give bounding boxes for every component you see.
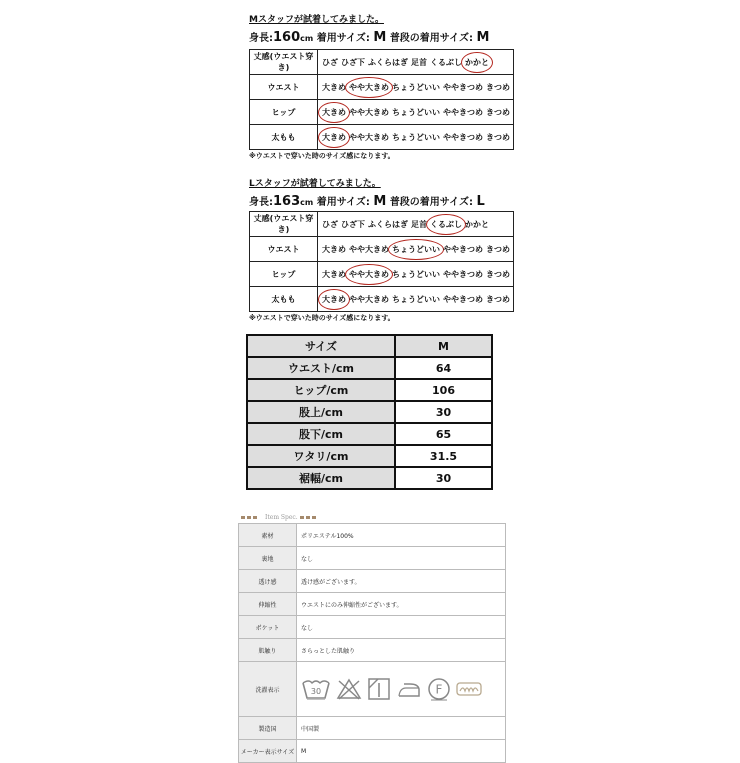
spec-row bbox=[239, 547, 506, 570]
fit-option-text: きつめ bbox=[486, 294, 510, 304]
fit-option-text: 大きめ bbox=[322, 294, 346, 304]
fit-option bbox=[430, 57, 462, 68]
fit-option-text: 足首 bbox=[411, 57, 427, 67]
spec-value: M bbox=[297, 740, 506, 763]
spec-title: Item Spec. bbox=[265, 514, 298, 521]
measurement-row bbox=[247, 401, 492, 423]
selected-circle-mark bbox=[388, 239, 444, 260]
fit-row-options bbox=[318, 262, 514, 287]
fit-option-text: きつめ bbox=[486, 82, 510, 92]
fit-option bbox=[486, 107, 510, 118]
fit-option-text: ひざ下 bbox=[341, 219, 365, 229]
measurement-table bbox=[246, 334, 493, 490]
fit-option-text: くるぶし bbox=[430, 219, 462, 229]
spec-title-dots-left bbox=[241, 516, 259, 519]
usual-size-label: 普段の着用サイズ: bbox=[389, 197, 474, 208]
fit-option-text: やや大きめ bbox=[349, 107, 389, 117]
l-staff-heading: Lスタッフが試着してみました。 bbox=[249, 179, 381, 189]
fit-option-text: ちょうどいい bbox=[392, 132, 440, 142]
spec-row bbox=[239, 616, 506, 639]
fit-option bbox=[486, 244, 510, 255]
fit-option bbox=[392, 294, 440, 305]
selected-circle-mark bbox=[318, 102, 350, 123]
fit-option-text: ひざ下 bbox=[341, 57, 365, 67]
fit-option bbox=[392, 107, 440, 118]
fit-option-text: ふくらはぎ bbox=[368, 219, 408, 229]
line-dry-shade-icon bbox=[367, 677, 391, 701]
measurement-value: 31.5 bbox=[395, 445, 492, 467]
measurement-key: サイズ bbox=[247, 335, 395, 357]
fit-option-text: 大きめ bbox=[322, 107, 346, 117]
fit-option bbox=[486, 294, 510, 305]
spec-row bbox=[239, 740, 506, 763]
fit-option bbox=[411, 57, 427, 68]
fit-option bbox=[349, 294, 389, 305]
fit-option bbox=[392, 132, 440, 143]
care-label-icons bbox=[301, 677, 505, 701]
worn-size-label: 着用サイズ: bbox=[316, 197, 370, 208]
worn-size-value: M bbox=[373, 30, 387, 45]
fit-row-options bbox=[318, 212, 514, 237]
fit-option-text: くるぶし bbox=[430, 57, 462, 67]
spec-key: 肌触り bbox=[239, 639, 297, 662]
item-spec-table bbox=[238, 523, 506, 763]
spec-row bbox=[239, 593, 506, 616]
fit-option-text: やや大きめ bbox=[349, 82, 389, 92]
fit-option bbox=[443, 244, 483, 255]
fit-option-text: やや大きめ bbox=[349, 132, 389, 142]
no-tumble-dry-icon bbox=[456, 681, 482, 697]
usual-size-label: 普段の着用サイズ: bbox=[389, 33, 474, 44]
fit-option-text: ややきつめ bbox=[443, 132, 483, 142]
fit-option bbox=[322, 82, 346, 93]
spec-key: 製造国 bbox=[239, 717, 297, 740]
fit-option bbox=[443, 132, 483, 143]
spec-key: ポケット bbox=[239, 616, 297, 639]
fit-option bbox=[486, 269, 510, 280]
fit-row bbox=[250, 262, 514, 287]
fit-option-text: ちょうどいい bbox=[392, 107, 440, 117]
measurement-header-row bbox=[247, 335, 492, 357]
fit-option bbox=[392, 244, 440, 255]
m-staff-size-line bbox=[249, 29, 489, 45]
spec-key: 透け感 bbox=[239, 570, 297, 593]
selected-circle-mark bbox=[318, 127, 350, 148]
fit-option bbox=[443, 269, 483, 280]
height-unit: cm bbox=[300, 34, 314, 43]
fit-option bbox=[411, 219, 427, 230]
selected-circle-mark bbox=[318, 289, 350, 310]
selected-circle-mark bbox=[345, 264, 393, 285]
spec-row bbox=[239, 524, 506, 547]
fit-row bbox=[250, 125, 514, 150]
fit-option bbox=[430, 219, 462, 230]
measurement-key: ヒップ/cm bbox=[247, 379, 395, 401]
fit-row bbox=[250, 237, 514, 262]
fit-option-text: ちょうどいい bbox=[392, 294, 440, 304]
fit-option bbox=[443, 107, 483, 118]
fit-option bbox=[349, 82, 389, 93]
fit-option-text: やや大きめ bbox=[349, 244, 389, 254]
measurement-value: 106 bbox=[395, 379, 492, 401]
fit-row-label: ヒップ bbox=[250, 100, 318, 125]
fit-row bbox=[250, 100, 514, 125]
fit-row-options bbox=[318, 125, 514, 150]
fit-row bbox=[250, 212, 514, 237]
fit-option-text: かかと bbox=[465, 219, 489, 229]
fit-row-options bbox=[318, 287, 514, 312]
fit-option bbox=[349, 107, 389, 118]
fit-row-label: ヒップ bbox=[250, 262, 318, 287]
fit-option-text: ややきつめ bbox=[443, 269, 483, 279]
fit-option-text: ちょうどいい bbox=[392, 244, 440, 254]
fit-option-text: ちょうどいい bbox=[392, 269, 440, 279]
measurement-row bbox=[247, 445, 492, 467]
fit-option-text: 大きめ bbox=[322, 132, 346, 142]
measurement-key: 裾幅/cm bbox=[247, 467, 395, 489]
dry-clean-f-icon bbox=[427, 677, 451, 701]
selected-circle-mark bbox=[345, 77, 393, 98]
fit-option-text: 大きめ bbox=[322, 269, 346, 279]
measurement-value: 30 bbox=[395, 401, 492, 423]
m-staff-fit-table bbox=[249, 49, 514, 150]
measurement-key: ワタリ/cm bbox=[247, 445, 395, 467]
fit-row-label: ウエスト bbox=[250, 75, 318, 100]
fit-option-text: ややきつめ bbox=[443, 244, 483, 254]
fit-option bbox=[486, 132, 510, 143]
fit-option-text: ひざ bbox=[322, 219, 338, 229]
measurement-key: ウエスト/cm bbox=[247, 357, 395, 379]
l-staff-size-line bbox=[249, 193, 485, 209]
fit-option-text: ややきつめ bbox=[443, 107, 483, 117]
fit-option-text: やや大きめ bbox=[349, 269, 389, 279]
spec-key: メーカー表示サイズ bbox=[239, 740, 297, 763]
usual-size-value: M bbox=[476, 30, 490, 45]
fit-option bbox=[443, 82, 483, 93]
measurement-key: 股下/cm bbox=[247, 423, 395, 445]
worn-size-label: 着用サイズ: bbox=[316, 33, 370, 44]
fit-row-options bbox=[318, 237, 514, 262]
measurement-value: 30 bbox=[395, 467, 492, 489]
spec-value: ウエストにのみ伸縮性がございます。 bbox=[297, 593, 506, 616]
fit-option bbox=[349, 269, 389, 280]
spec-value: なし bbox=[297, 616, 506, 639]
fit-option bbox=[322, 294, 346, 305]
m-staff-note: ※ウエストで穿いた時のサイズ感になります。 bbox=[249, 152, 395, 160]
fit-option-text: やや大きめ bbox=[349, 294, 389, 304]
fit-option-text: 大きめ bbox=[322, 82, 346, 92]
fit-option-text: ややきつめ bbox=[443, 82, 483, 92]
fit-option bbox=[322, 107, 346, 118]
fit-option-text: かかと bbox=[465, 57, 489, 67]
height-label: 身長: bbox=[249, 197, 273, 208]
iron-low-icon bbox=[396, 679, 422, 699]
m-staff-heading: Mスタッフが試着してみました。 bbox=[249, 15, 384, 25]
measurement-value: 65 bbox=[395, 423, 492, 445]
fit-row-label: 太もも bbox=[250, 287, 318, 312]
spec-row bbox=[239, 662, 506, 717]
fit-option bbox=[368, 57, 408, 68]
fit-row bbox=[250, 287, 514, 312]
height-value: 163 bbox=[273, 194, 301, 209]
selected-circle-mark bbox=[461, 52, 493, 73]
fit-option bbox=[341, 57, 365, 68]
fit-option-text: きつめ bbox=[486, 107, 510, 117]
fit-option-text: ややきつめ bbox=[443, 294, 483, 304]
worn-size-value: M bbox=[373, 194, 387, 209]
care-temp-text: 30 bbox=[310, 687, 322, 696]
fit-row-label: 丈感(ウエスト穿き) bbox=[250, 212, 318, 237]
measurement-row bbox=[247, 379, 492, 401]
spec-key: 裏地 bbox=[239, 547, 297, 570]
care-letter-text: F bbox=[435, 682, 443, 697]
fit-option bbox=[322, 132, 346, 143]
selected-circle-mark bbox=[426, 214, 466, 235]
fit-option-text: 足首 bbox=[411, 219, 427, 229]
fit-option-text: きつめ bbox=[486, 132, 510, 142]
fit-option-text: ちょうどいい bbox=[392, 82, 440, 92]
fit-option bbox=[349, 244, 389, 255]
fit-row bbox=[250, 75, 514, 100]
fit-row-label: 丈感(ウエスト穿き) bbox=[250, 50, 318, 75]
measurement-row bbox=[247, 423, 492, 445]
fit-row-options bbox=[318, 75, 514, 100]
spec-title-dots-right bbox=[300, 516, 318, 519]
measurement-key: 股上/cm bbox=[247, 401, 395, 423]
spec-row bbox=[239, 639, 506, 662]
fit-option bbox=[322, 269, 346, 280]
measurement-value: 64 bbox=[395, 357, 492, 379]
spec-key: 洗濯表示 bbox=[239, 662, 297, 717]
fit-row-options bbox=[318, 100, 514, 125]
spec-key: 素材 bbox=[239, 524, 297, 547]
fit-option bbox=[465, 57, 489, 68]
measurement-value: M bbox=[395, 335, 492, 357]
wash-30-icon bbox=[301, 678, 331, 700]
fit-option bbox=[322, 57, 338, 68]
fit-option bbox=[341, 219, 365, 230]
spec-row bbox=[239, 570, 506, 593]
fit-option bbox=[349, 132, 389, 143]
fit-option-text: ふくらはぎ bbox=[368, 57, 408, 67]
spec-value: なし bbox=[297, 547, 506, 570]
spec-value bbox=[297, 662, 506, 717]
spec-key: 伸縮性 bbox=[239, 593, 297, 616]
fit-row-options bbox=[318, 50, 514, 75]
usual-size-value: L bbox=[476, 194, 485, 209]
fit-option-text: 大きめ bbox=[322, 244, 346, 254]
fit-row bbox=[250, 50, 514, 75]
fit-option bbox=[322, 219, 338, 230]
height-unit: cm bbox=[300, 198, 314, 207]
spec-value: さらっとした肌触り bbox=[297, 639, 506, 662]
fit-option bbox=[392, 82, 440, 93]
height-label: 身長: bbox=[249, 33, 273, 44]
fit-option-text: きつめ bbox=[486, 269, 510, 279]
no-bleach-icon bbox=[336, 678, 362, 700]
fit-row-label: 太もも bbox=[250, 125, 318, 150]
fit-option bbox=[368, 219, 408, 230]
fit-option bbox=[392, 269, 440, 280]
fit-option-text: ひざ bbox=[322, 57, 338, 67]
fit-option bbox=[443, 294, 483, 305]
spec-value: 透け感がございます。 bbox=[297, 570, 506, 593]
spec-value: ポリエステル100% bbox=[297, 524, 506, 547]
measurement-row bbox=[247, 467, 492, 489]
height-value: 160 bbox=[273, 30, 301, 45]
spec-value: 中国製 bbox=[297, 717, 506, 740]
l-staff-fit-table bbox=[249, 211, 514, 312]
spec-row bbox=[239, 717, 506, 740]
fit-row-label: ウエスト bbox=[250, 237, 318, 262]
measurement-row bbox=[247, 357, 492, 379]
fit-option-text: きつめ bbox=[486, 244, 510, 254]
fit-option bbox=[465, 219, 489, 230]
l-staff-note: ※ウエストで穿いた時のサイズ感になります。 bbox=[249, 314, 395, 322]
fit-option bbox=[322, 244, 346, 255]
fit-option bbox=[486, 82, 510, 93]
